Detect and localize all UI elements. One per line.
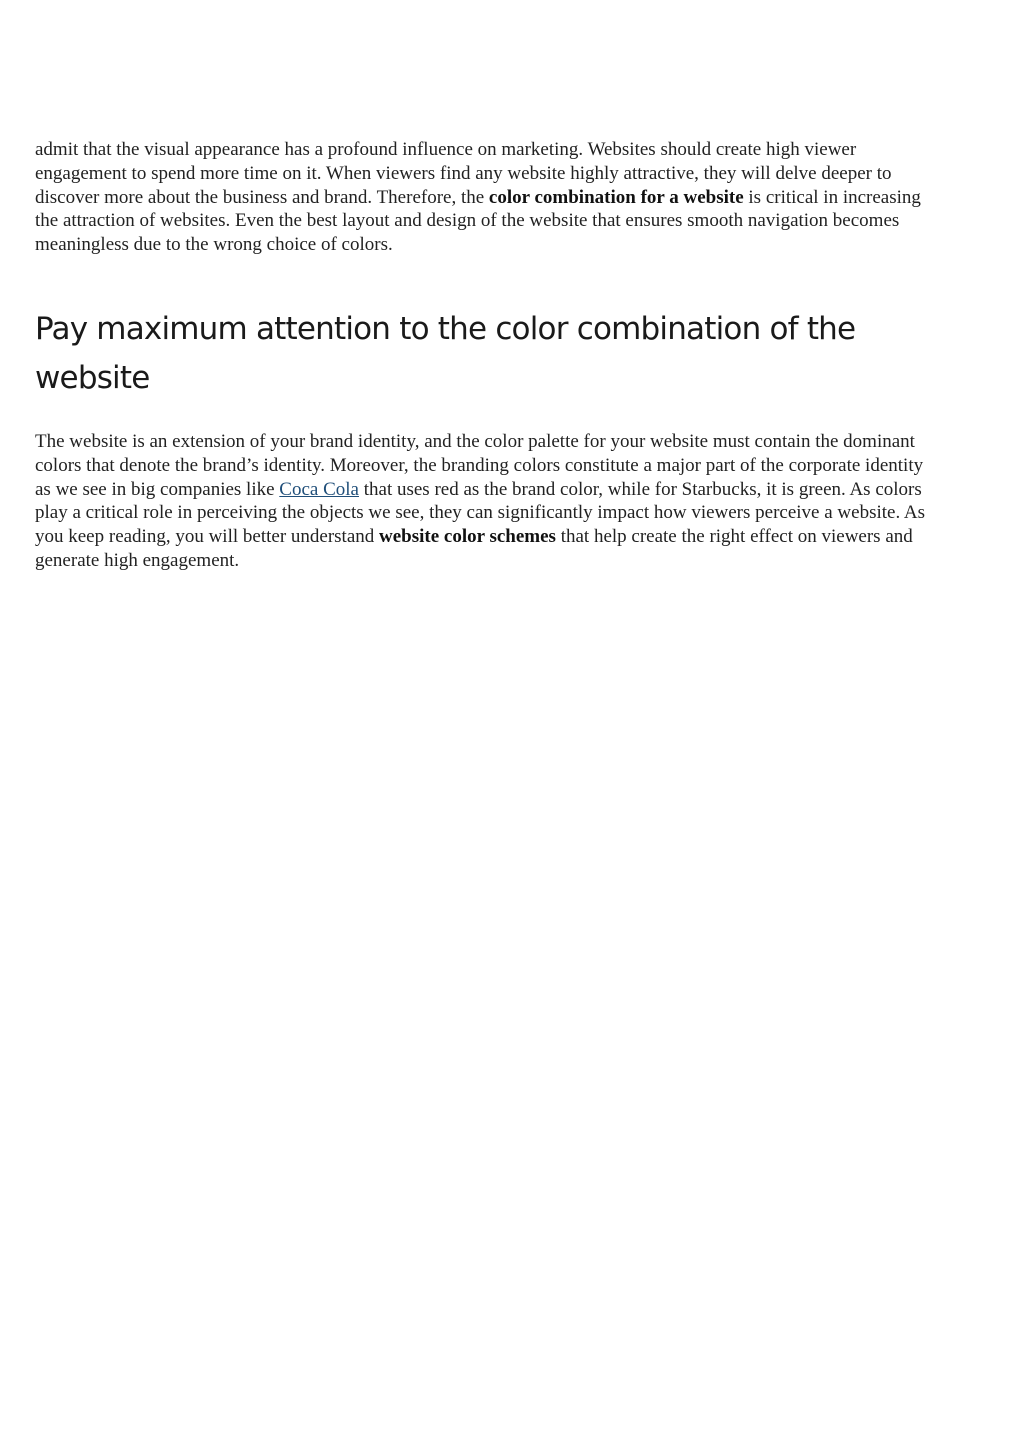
intro-bold-phrase: color combination for a website: [488, 186, 744, 208]
intro-text-start: admit that the visual appearance has a profound influence on marketing. Websites should create high viewer engagement to spend more time on it. When viewers find any website highly attractive, they will delve deeper to discover more about the business and brand. Therefore, the: [35, 139, 892, 208]
paragraph-bold-phrase: website color schemes: [379, 526, 556, 548]
paragraph-text-start: The website is an extension of your brand identity, and the color palette for your website must contain the dominant colors that denote the brand’s identity. Moreover, the branding colors constitute a major part of the corporate identity as we see in big companies like: [35, 430, 924, 500]
paragraph-text-middle: that uses red as the brand color, while for Starbucks, it is green. As colors play a critical role in perceiving the objects we see, they can significantly impact how viewers perceive a website. As you keep reading, you will better understand: [35, 478, 926, 548]
document-content: [35, 138, 940, 573]
paragraph-text-end: that help create the right effect on viewers and generate high engagement.: [35, 526, 913, 571]
intro-paragraph: [35, 138, 940, 257]
brand-identity-paragraph: [35, 430, 940, 573]
intro-text-end: is critical in increasing the attraction of websites. Even the best layout and design of the website that ensures smooth navigation becomes meaningless due to the wrong choice of colors.: [35, 186, 921, 256]
section-heading: Pay maximum attention to the color combination of the website: [35, 310, 856, 396]
coca-cola-link[interactable]: Coca Cola: [279, 478, 359, 500]
